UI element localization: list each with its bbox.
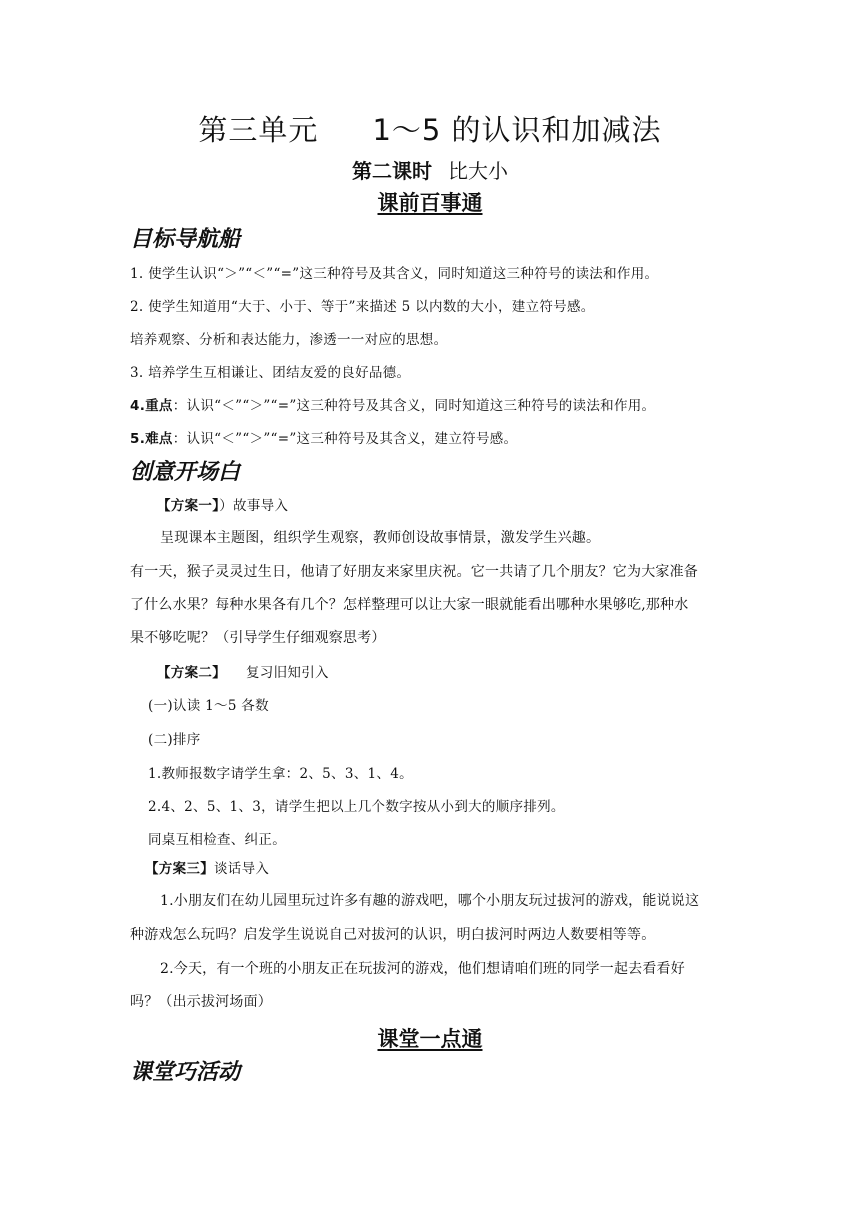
plan1-heading: 【方案一】）故事导入 (157, 498, 289, 514)
goal-key-point: 4.重点：认识“＜”“＞”“=”这三种符号及其含义，同时知道这三种符号的读法和作用。 (130, 398, 656, 414)
plan2-heading: 【方案二】 复习旧知引入 (157, 665, 329, 681)
plan3-line-4: 吗？（出示拔河场面） (130, 994, 272, 1010)
plan3-line-3: 2.今天，有一个班的小朋友正在玩拔河的游戏，他们想请咱们班的同学一起去看看好 (160, 961, 685, 977)
plan2-line-2: (二)排序 (148, 732, 201, 748)
goal-item-2: 2. 使学生知道用“大于、小于、等于”来描述 5 以内数的大小，建立符号感。 (130, 299, 595, 315)
lesson-title: 第二课时 比大小 (352, 159, 508, 183)
plan1-story-1: 有一天，猴子灵灵过生日，他请了好朋友来家里庆祝。它一共请了几个朋友？它为大家准备 (130, 564, 698, 580)
goal-difficulty: 5.难点：认识“＜”“＞”“=”这三种符号及其含义，建立符号感。 (130, 431, 518, 447)
plan2-line-4: 2.4、2、5、1、3，请学生把以上几个数字按从小到大的顺序排列。 (148, 799, 565, 815)
goal-item-2b: 培养观察、分析和表达能力，渗透一一对应的思想。 (130, 332, 448, 348)
unit-title: 第三单元 1～5 的认识和加减法 (198, 113, 662, 147)
goal-item-1: 1. 使学生认识“＞”“＜”“=”这三种符号及其含义，同时知道这三种符号的读法和作用。 (130, 266, 659, 282)
section-title-preclass: 课前百事通 (377, 191, 483, 215)
plan1-line: 呈现课本主题图，组织学生观察，教师创设故事情景，激发学生兴趣。 (160, 530, 601, 546)
plan2-line-5: 同桌互相检查、纠正。 (148, 832, 286, 848)
plan1-story-3: 果不够吃呢？（引导学生仔细观察思考） (130, 630, 386, 646)
goal-item-3: 3. 培养学生互相谦让、团结友爱的良好品德。 (130, 365, 411, 381)
plan2-line-3: 1.教师报数字请学生拿：2、5、3、1、4。 (148, 766, 413, 782)
goals-heading: 目标导航船 (130, 227, 241, 252)
section-title-inclass: 课堂一点通 (377, 1027, 483, 1051)
plan3-heading: 【方案三】谈话导入 (145, 861, 270, 877)
plan1-story-2: 了什么水果？每种水果各有几个？怎样整理可以让大家一眼就能看出哪种水果够吃,那种水 (130, 597, 689, 613)
activity-heading: 课堂巧活动 (130, 1060, 241, 1085)
plan3-line-1: 1.小朋友们在幼儿园里玩过许多有趣的游戏吧，哪个小朋友玩过拔河的游戏，能说说这 (160, 893, 700, 909)
plan2-line-1: (一)认读 1～5 各数 (148, 698, 269, 714)
plan3-line-2: 种游戏怎么玩吗？启发学生说说自己对拔河的认识，明白拔河时两边人数要相等等。 (130, 927, 656, 943)
opening-heading: 创意开场白 (130, 460, 241, 485)
